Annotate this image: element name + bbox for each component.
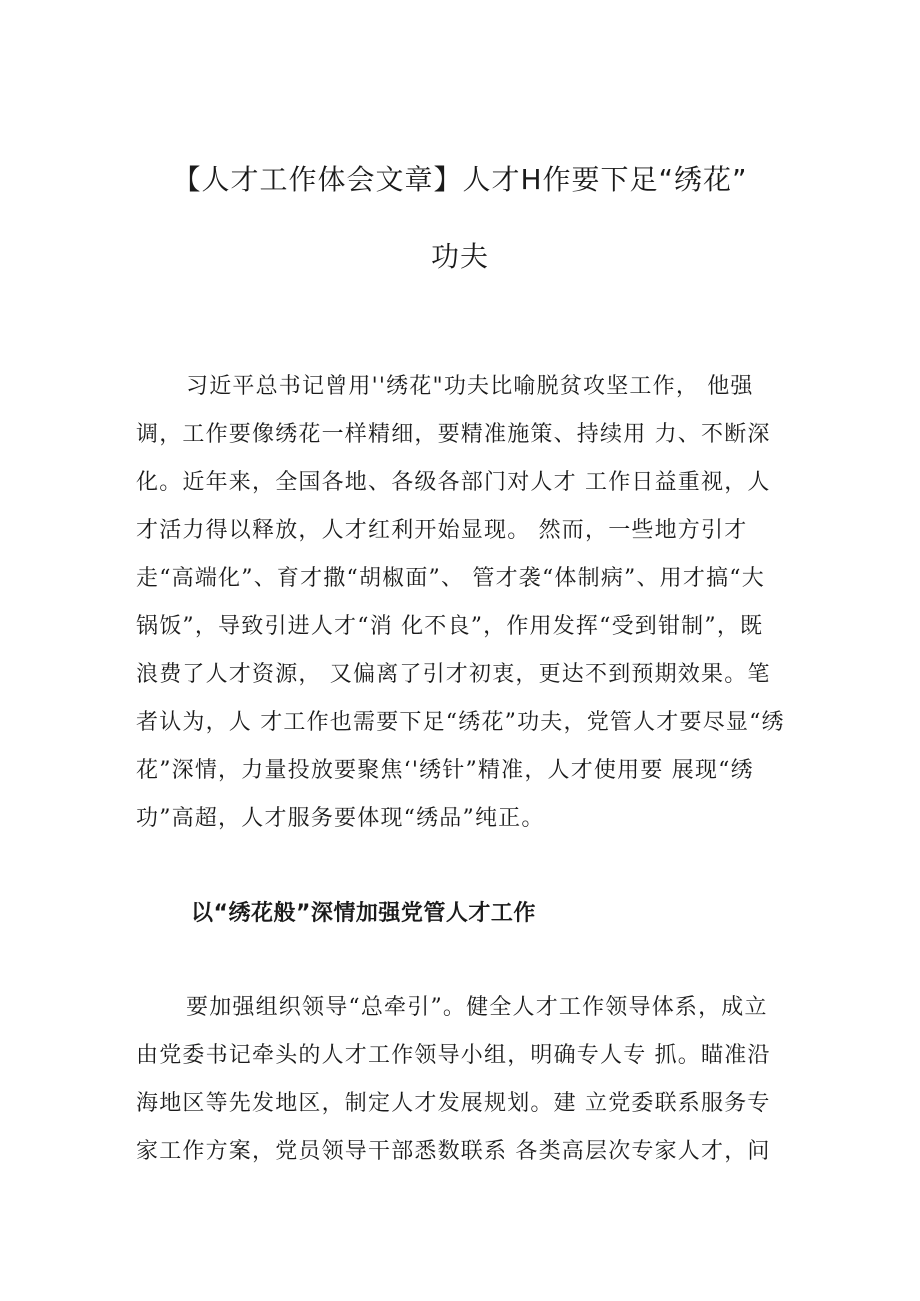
- document-title-line1: 【人才工作体会文章】人才H作要下足“绣花”: [172, 163, 748, 196]
- paragraph-1-text: 习近平总书记曾用''绣花"功夫比喻脱贫攻坚工作， 他强调，工作要像绣花一样精细，要精准施策、持续用 力、不断深化。近年来，全国各地、各级各部门对人才 工作日益重视，人才活力得以释放，人才红利开始显现。 然而，一些地方引才走“高端化”、育才撒“胡椒面”、 管才袭“体制病”、用才搞“大锅饭”，导致引进人才“消 化不良”，作用发挥“受到钳制”，既浪费了人才资源， 又偏离了引才初衷，更达不到预期效果。笔者认为，人 才工作也需要下足“绣花”功夫，党管人才要尽显“绣 花”深情，力量投放要聚焦‘'绣针”精准，人才使用要 展现“绣功”高超，人才服务要体现“绣品”纯正。: [136, 374, 785, 831]
- document-title-line2: 功夫: [430, 240, 489, 273]
- section-heading: 以“绣花般”深情加强党管人才工作: [191, 901, 536, 926]
- body-paragraph-2: [136, 984, 786, 1176]
- paragraph-2-text: 要加强组织领导“总牵引”。健全人才工作领导体系，成立由党委书记牵头的人才工作领导小组，明确专人专 抓。瞄准沿海地区等先发地区，制定人才发展规划。建 立党委联系服务专家工作方案，党员领导干部悉数联系 各类高层次专家人才，问: [136, 995, 771, 1164]
- body-paragraph-1: [136, 363, 786, 843]
